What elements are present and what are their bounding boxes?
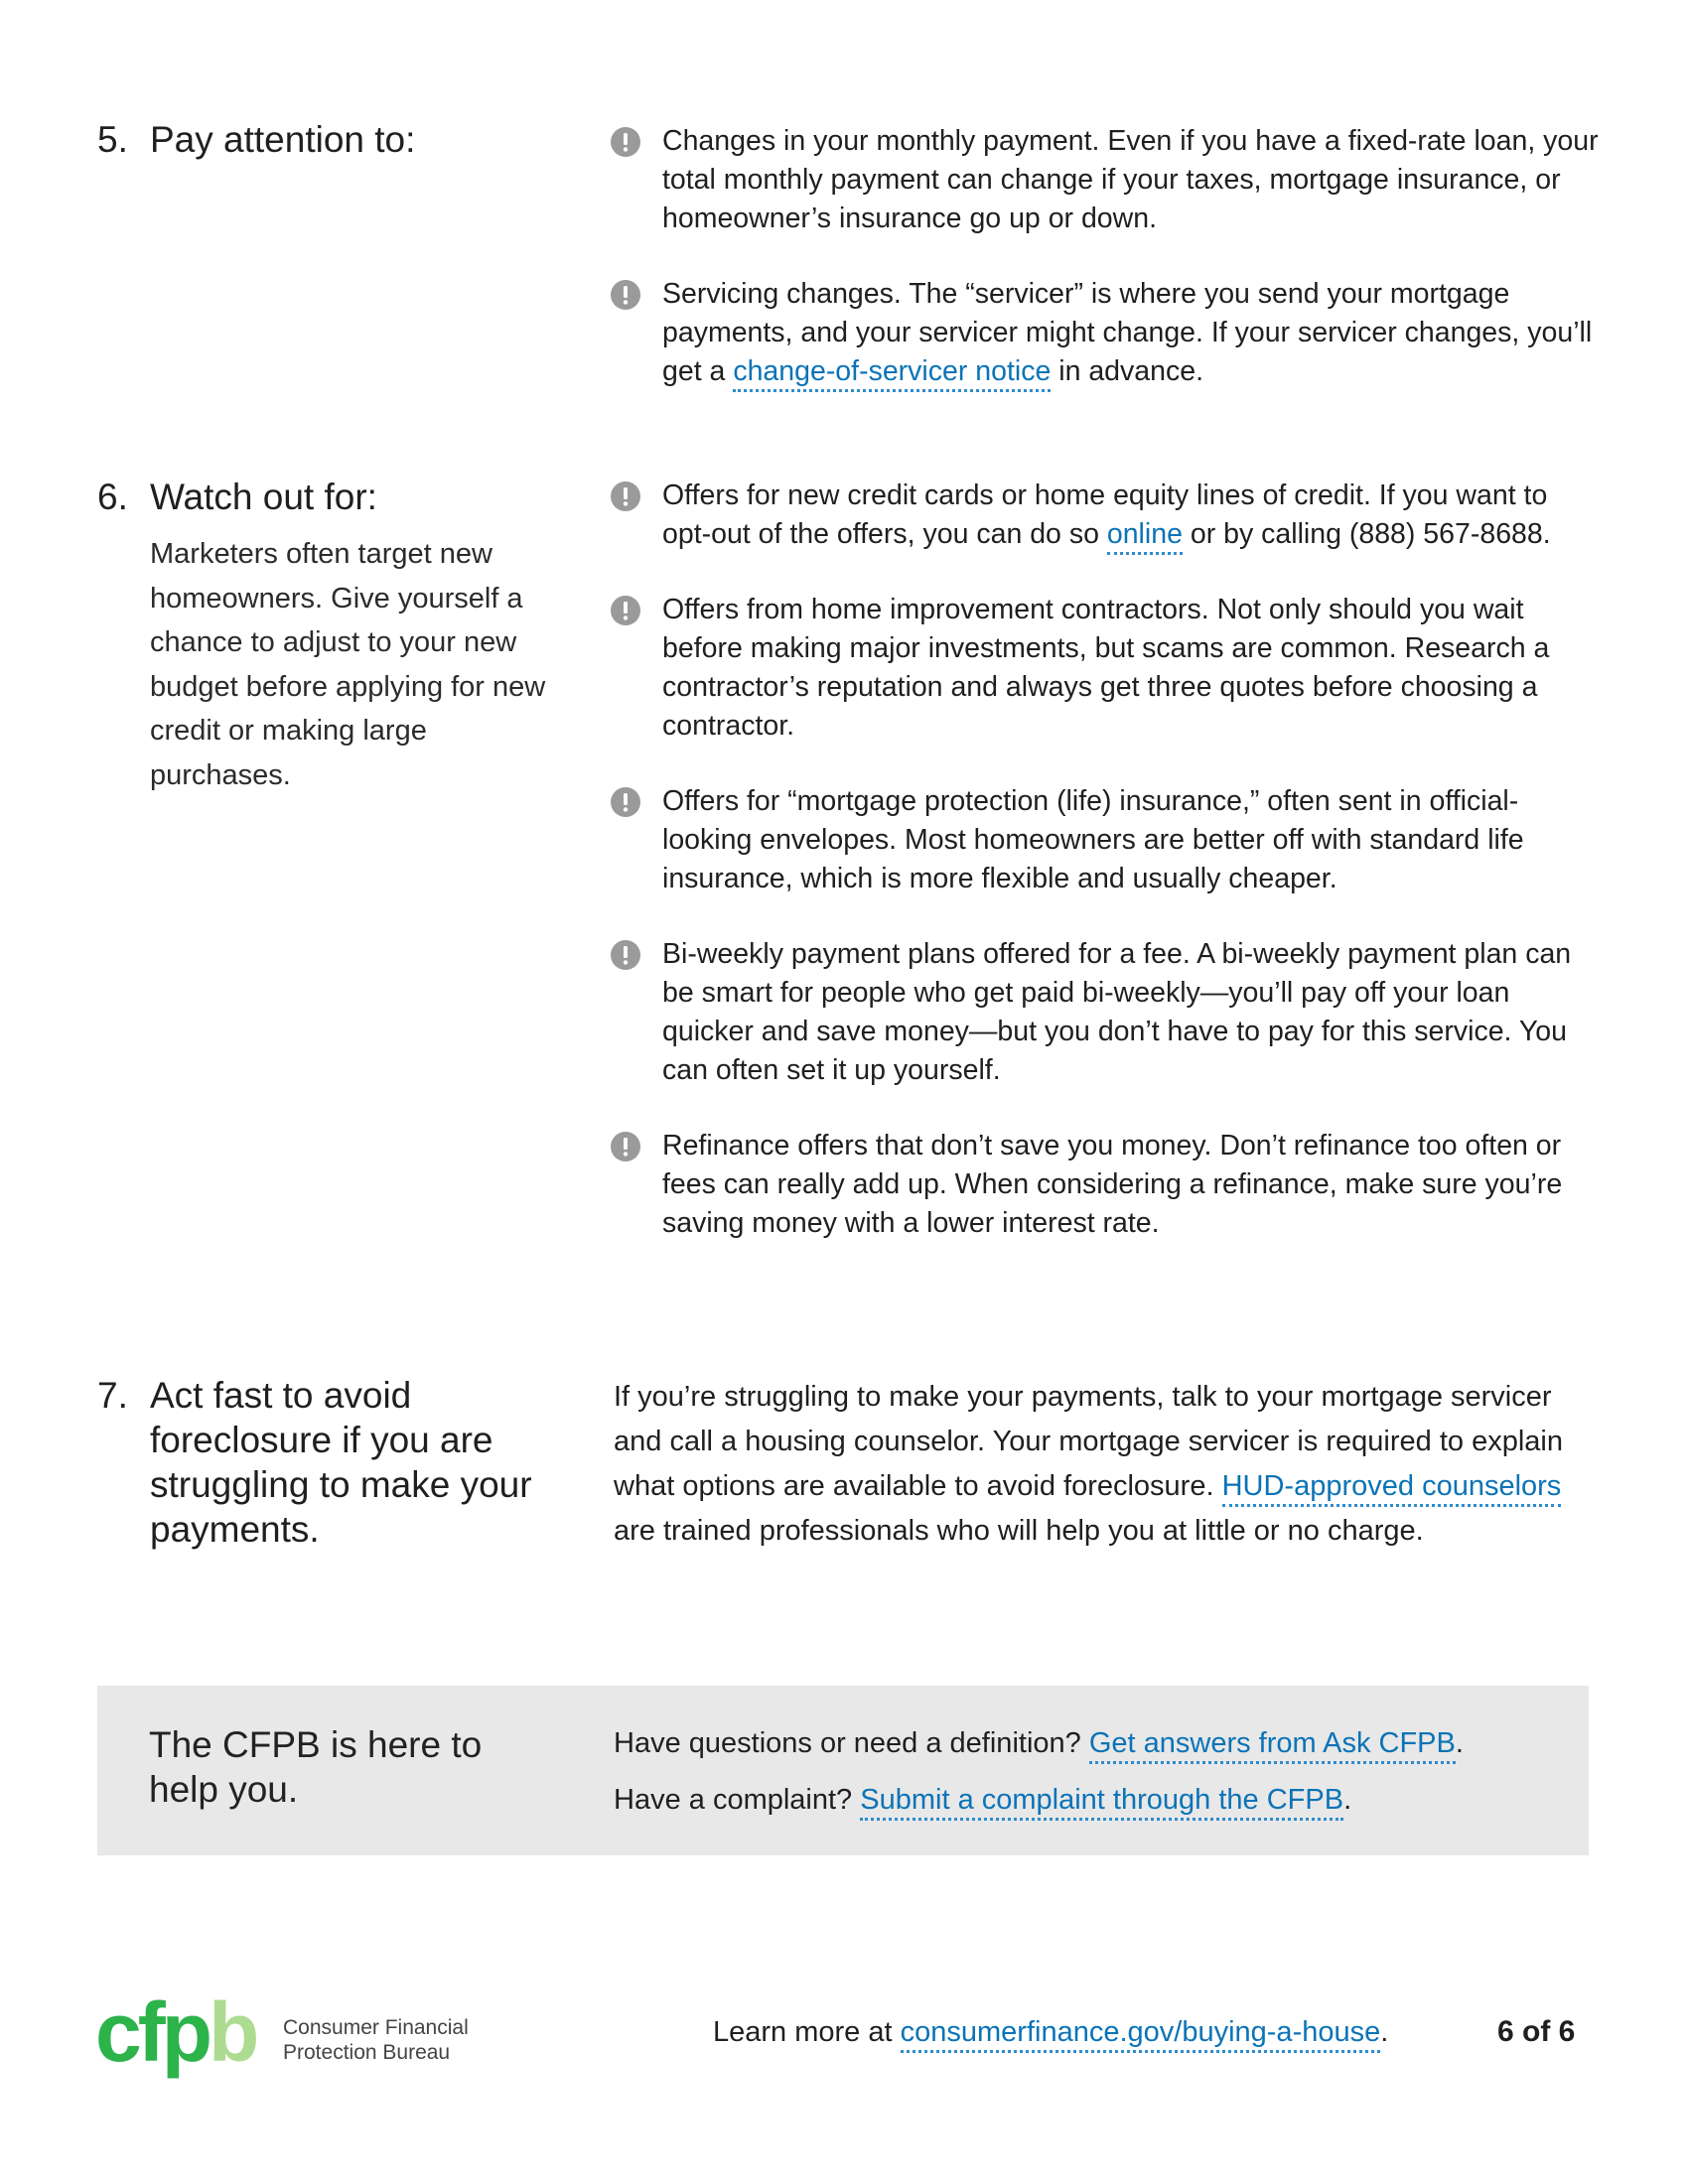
section-6-heading [97, 475, 554, 519]
item-text: Bi-weekly payment plans offered for a fee. A bi-weekly payment plan can be smart for people who get paid bi-weekly—you’ll pay off your loan quicker and save money—but you don’t have to pay for this service. You can often set it up yourself. [662, 938, 1572, 1086]
ask-cfpb-link[interactable]: Get answers from Ask CFPB [1089, 1727, 1456, 1764]
period: . [1455, 1727, 1464, 1759]
section-7-heading [97, 1373, 534, 1552]
learn-more-text: Learn more at [713, 2016, 901, 2048]
help-title: The CFPB is here to help you. [149, 1724, 483, 1810]
item-text: Servicing changes. The “servicer” is where you send your mortgage payments, and your servicer might change. If your servicer changes, you’ll get a [662, 278, 1593, 387]
change-of-servicer-notice-link[interactable]: change-of-servicer notice [733, 355, 1051, 392]
item-text-after: or by calling (888) 567-8688. [1182, 518, 1551, 550]
list-item [611, 1127, 1604, 1243]
hud-approved-counselors-link[interactable]: HUD-approved counselors [1222, 1470, 1562, 1507]
period: . [1343, 1784, 1352, 1816]
period: . [1380, 2016, 1389, 2048]
section-number: 5. [97, 119, 128, 160]
buying-a-house-link[interactable]: consumerfinance.gov/buying-a-house [901, 2016, 1381, 2053]
exclamation-circle-icon [611, 596, 640, 625]
help-complaint-line [614, 1782, 1351, 1818]
paragraph-text-after: are trained professionals who will help you at little or no charge. [614, 1515, 1424, 1547]
exclamation-circle-icon [611, 1132, 640, 1161]
item-text: Changes in your monthly payment. Even if you have a fixed-rate loan, your total monthly payment can change if your taxes, mortgage insurance, or homeowner’s insurance go up or down. [662, 125, 1599, 234]
help-complaint-text: Have a complaint? [614, 1784, 861, 1816]
item-text: Offers for “mortgage protection (life) insurance,” often sent in official-looking envelopes. Most homeowners are better off with standard life insurance, which is more flexible and usually cheaper. [662, 785, 1524, 894]
item-text: Offers for new credit cards or home equity lines of credit. If you want to opt-out of the offers, you can do so [662, 479, 1548, 550]
section-5-list [611, 122, 1604, 391]
exclamation-circle-icon [611, 481, 640, 511]
list-item [611, 275, 1604, 391]
item-text: Refinance offers that don’t save you money. Don’t refinance too often or fees can really add up. When considering a refinance, make sure you’re saving money with a lower interest rate. [662, 1130, 1563, 1239]
help-box [97, 1686, 1589, 1855]
section-number: 7. [97, 1375, 128, 1416]
list-item [611, 477, 1604, 554]
svg-text:cfpb: cfpb [95, 1997, 256, 2079]
section-number: 6. [97, 477, 128, 517]
cfpb-logo [95, 1997, 269, 2087]
exclamation-circle-icon [611, 280, 640, 310]
list-item [611, 591, 1604, 746]
item-text-after: in advance. [1051, 355, 1204, 387]
section-6-description: Marketers often target new homeowners. Give yourself a chance to adjust to your new budget before applying for new credit or making large purchases. [150, 538, 546, 791]
exclamation-circle-icon [611, 787, 640, 817]
help-questions-text: Have questions or need a definition? [614, 1727, 1089, 1759]
section-6-list [611, 477, 1604, 1243]
section-5-heading [97, 117, 554, 162]
list-item [611, 782, 1604, 898]
exclamation-circle-icon [611, 940, 640, 970]
section-title: Act fast to avoid foreclosure if you are struggling to make your payments. [150, 1375, 532, 1550]
list-item [611, 935, 1604, 1090]
section-title: Watch out for: [150, 477, 377, 517]
item-text: Offers from home improvement contractors. Not only should you wait before making major investments, but scams are common. Research a contractor’s reputation and always get three quotes before choosing a contractor. [662, 594, 1550, 742]
list-item [611, 122, 1604, 238]
agency-name-line-2: Protection Bureau [283, 2041, 451, 2064]
section-7-paragraph [614, 1375, 1607, 1554]
help-questions-line [614, 1725, 1464, 1761]
page-number: 6 of 6 [1497, 2015, 1576, 2048]
paragraph-text: If you’re struggling to make your payments, talk to your mortgage servicer and call a housing counselor. Your mortgage servicer is required to explain what options are available to avoid foreclosure. [614, 1381, 1563, 1502]
learn-more [713, 2012, 1388, 2052]
submit-complaint-link[interactable]: Submit a complaint through the CFPB [860, 1784, 1343, 1821]
exclamation-circle-icon [611, 127, 640, 157]
opt-out-online-link[interactable]: online [1107, 518, 1183, 555]
agency-name-line-1: Consumer Financial [283, 2016, 469, 2039]
agency-name [283, 2015, 541, 2065]
section-title: Pay attention to: [150, 119, 416, 160]
